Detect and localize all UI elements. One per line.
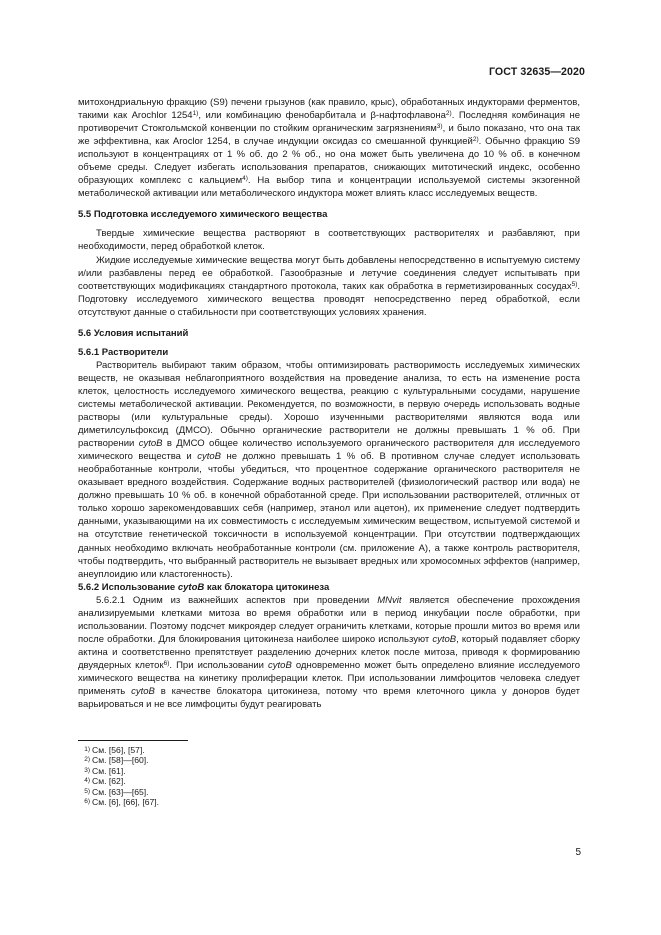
footnote-ref: 1) — [192, 110, 199, 118]
text-italic: cytoB — [197, 451, 221, 463]
subsection-heading — [78, 581, 580, 594]
footnote-ref: 2) — [472, 136, 479, 144]
text-run: . Обычно фракцию S9 используют в концентрациях от 1 % об. до 2 % об., но она может быть увеличена до 10 % об. в конечном объеме среды. Следует избегать использования препаратов, снижающих митотический индекс, особенно образующих комплекс с кальцием — [78, 136, 580, 187]
text-italic: cytoB — [177, 581, 205, 593]
text-italic: cytoB — [432, 633, 457, 645]
footnote-ref: 2) — [445, 110, 452, 118]
footnote-text: См. [62]. — [92, 776, 126, 787]
text-italic: MNvit — [377, 594, 402, 606]
footnote-ref: 5) — [571, 280, 578, 288]
footnote — [78, 745, 159, 755]
text-italic: cytoB — [131, 686, 155, 698]
text-run: 5.6.2.1 Одним из важнейших аспектов при проведении — [96, 594, 378, 606]
text-run: . На выбор типа и концентрации используемой системы экзогенной метаболической активации или метаболического индуктора может влиять класс исследуемых веществ. — [78, 175, 581, 200]
text-run: . Подготовку исследуемого химического вещества проводят непосредственно перед обработкой, если отсутствуют данные о стабильности при соответствующих условиях хранения. — [78, 280, 580, 318]
page-number: 5 — [575, 847, 581, 858]
footnote-text: См. [63]—[65]. — [92, 786, 149, 797]
footnote — [78, 766, 159, 776]
text-run: , который подавляет сборку актина и соответственно препятствует разделению дочерних клеток после митоза, приводя к формированию двуядерных клеток — [78, 633, 580, 671]
text-run: в качестве блокатора цитокинеза, потому что время клеточного цикла у доноров будет варьироваться и не все лимфоциты будут реагировать — [78, 686, 580, 711]
footnote-number: 3) — [84, 766, 90, 774]
footnote-number: 6) — [84, 798, 90, 806]
footnote-number: 2) — [84, 756, 90, 764]
text-run: . При использовании — [169, 659, 269, 671]
footnote-number: 1) — [84, 746, 90, 753]
text-run: является обеспечение прохождения анализируемыми клетками митоза во время обработки или в период инкубации после обработки, при использовании. Поэтому подсчет микроядер следует ограничить клетками, которые прошли митоз во время или после обработки. Для блокирования цитокинеза наиболее широко используют — [78, 594, 580, 645]
text-run: 5.6.2 Использование — [78, 581, 178, 593]
text-run: , и было показано, что она так же эффективна, как Aroclor 1254, в случае индукции оксидаз со смешанной функцией — [78, 123, 580, 148]
footnote-number: 4) — [84, 777, 90, 785]
text-run: в ДМСО общее количество используемого органического растворителя для исследуемого химического вещества и — [78, 438, 580, 463]
footnote — [78, 776, 159, 786]
intro-paragraph — [78, 96, 580, 200]
paragraph — [78, 254, 580, 319]
footnotes — [78, 745, 159, 807]
footnote-number: 5) — [84, 787, 90, 795]
paragraph — [78, 594, 580, 711]
text-italic: cytoB — [268, 659, 292, 671]
footnote — [78, 787, 159, 797]
text-run: , или комбинацию фенобарбитала и β-нафтофлавона — [198, 110, 446, 122]
page-body — [78, 96, 580, 711]
paragraph — [78, 359, 580, 581]
text-italic: cytoB — [138, 438, 163, 450]
section-heading: 5.6 Условия испытаний — [78, 327, 189, 339]
text-run: как блокатора цитокинеза — [204, 581, 330, 593]
text-run: . Последняя комбинация не противоречит Стокгольмской конвенции по стойким органическим загрязнениям — [78, 110, 580, 135]
paragraph: Твердые химические вещества растворяют в соответствующих растворителях и разбавляют, при необходимости, перед обработкой клеток. — [78, 228, 580, 253]
footnote-text: См. [58]—[60]. — [92, 755, 149, 766]
text-run: Растворитель выбирают таким образом, чтобы оптимизировать растворимость исследуемых химических веществ, не оказывая неблагоприятного воздействия на проведение анализа, то есть на изменение роста клеток, целостность исследуемого химического вещества, реакцию с культуральными сосудами, нарушение системы метаболической активации. Рекомендуется, по возможности, в первую очередь использовать водные растворы (или культуральные среды). Хорошо изученными растворителями являются вода или диметилсульфоксид (ДМСО). Обычно органические растворители не должны превышать 1 % об. При растворении — [78, 359, 580, 450]
section-heading: 5.5 Подготовка исследуемого химического вещества — [78, 209, 328, 221]
footnote-divider — [78, 740, 188, 741]
footnote-ref: 6) — [163, 659, 170, 667]
footnote-text: См. [56], [57]. — [92, 745, 145, 755]
footnote-ref: 3) — [436, 123, 443, 131]
subsection-heading: 5.6.1 Растворители — [78, 346, 169, 358]
footnote — [78, 755, 159, 765]
footnote-text: См. [61]. — [92, 765, 126, 776]
text-run: не должно превышать 1 % об. В противном случае следует использовать необработанные контроли, чтобы убедиться, что процентное содержание органического растворителя не оказывает вредного воздействия. Содержание водных растворителей (физиологический раствор или вода) не должно превышать 10 % об. в конечной обработанной среде. При использовании растворителей, отличных от только хорошо зарекомендовавших себя (например, этанол или ацетон), их применение следует подтвердить данными, указывающими на их совместимость с исследуемым химическим веществом, испытуемой системой и на отсутствие генетической токсичности в используемой концентрации. При отсутствии подтверждающих данных необходимо включать необработанные контроли (см. приложение А), а также контроль растворителя, чтобы подтвердить, что выбранный растворитель не вызывает вредных или хромосомных эффектов (например, анеуплоидию или кластогенность). — [78, 451, 580, 580]
document-number: ГОСТ 32635—2020 — [488, 66, 585, 78]
footnote — [78, 797, 159, 807]
text-run: Жидкие исследуемые химические вещества могут быть добавлены непосредственно в испытуемую систему и/или разбавлены перед ее обработкой. Газообразные и летучие соединения следует испытывать при соответствующих модификациях стандартного протокола, таких как обработка в герметизированных сосудах — [78, 254, 580, 292]
text-run: митохондриальную фракцию (S9) печени грызунов (как правило, крыс), обработанных индукторами ферментов, такими как Arochlor 1254 — [78, 97, 580, 122]
text-run: одновременно может быть определено влияние исследуемого химического вещества на кинетику пролиферации клеток. При использовании лимфоцитов человека следует применять — [78, 659, 581, 698]
footnote-text: См. [6], [66], [67]. — [92, 797, 160, 808]
footnote-ref: 4) — [242, 175, 248, 183]
